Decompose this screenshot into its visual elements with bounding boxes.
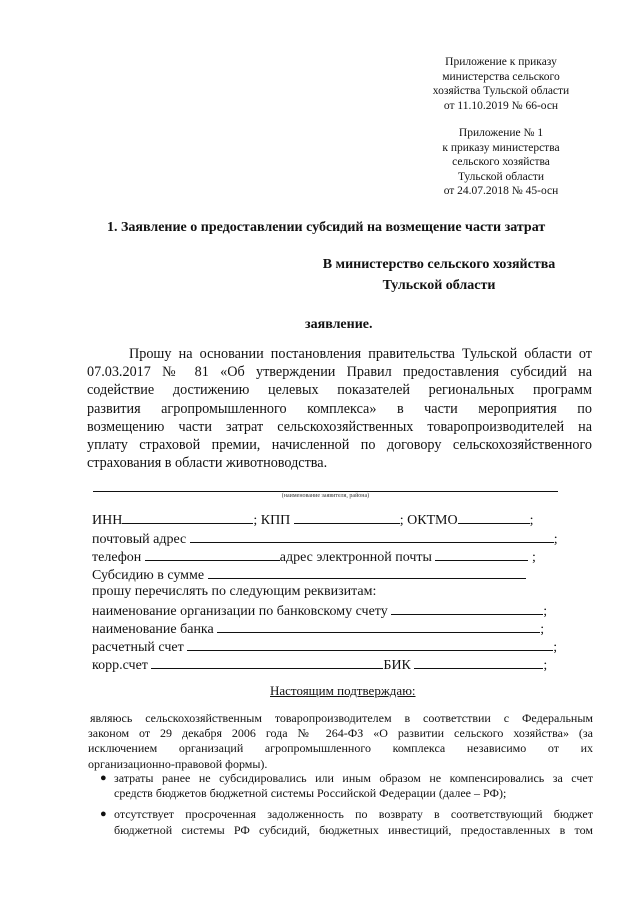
approval-line: от 11.10.2019 № 66-осн	[443, 99, 559, 112]
row-end: ;	[529, 513, 534, 528]
approval-line: сельского хозяйства	[452, 156, 550, 168]
row-end: ;	[553, 532, 558, 547]
inn-label: ИНН	[92, 513, 123, 528]
approval-line: от 24.07.2018 № 45-осн	[443, 185, 559, 197]
request-paragraph	[87, 345, 592, 472]
postal-address-field[interactable]	[190, 530, 554, 543]
approval-block-1	[416, 55, 586, 113]
approval-line: хозяйства Тульской области	[432, 85, 570, 97]
approval-block-2	[416, 126, 586, 199]
addressee-line: В министерство сельского хозяйства	[322, 257, 556, 272]
bik-field[interactable]	[414, 656, 543, 669]
confirm-line: исключением организаций агропромышленного комплекса независимо от их	[88, 741, 593, 756]
confirm-line: являюсь сельскохозяйственным товаропроизводителем в соответствии с Федеральным	[90, 711, 593, 725]
approval-line: Приложение к приказу	[445, 56, 557, 68]
list-item	[88, 771, 593, 801]
paragraph-line: возмещению части затрат сельскохозяйственных товаропроизводителей на	[87, 418, 592, 435]
org-name-field[interactable]	[391, 602, 543, 615]
oktmo-label: ; ОКТМО	[399, 513, 458, 528]
section-title: 1. Заявление о предоставлении субсидий на возмещение части затрат	[107, 220, 546, 235]
bullet-icon: ●	[100, 772, 107, 784]
email-field[interactable]	[435, 548, 528, 561]
form-row-corr-account	[92, 656, 547, 674]
approval-line: Тульской области	[457, 170, 544, 183]
oktmo-field[interactable]	[458, 511, 530, 524]
bullet-line: средств бюджетов бюджетной системы Российской Федерации (далее – РФ);	[114, 786, 507, 801]
form-row-bank-name	[92, 620, 544, 638]
postal-address-label: почтовый адрес	[92, 532, 187, 547]
applicant-caption: (наименование заявителя, района)	[281, 493, 370, 499]
confirm-line: организационно-правовой формы).	[88, 756, 268, 771]
paragraph-line: содействие достижению целевых показателей региональных программ	[87, 382, 592, 399]
row-end: ;	[553, 640, 558, 655]
account-field[interactable]	[187, 638, 553, 651]
subsidy-amount-label: Субсидию в сумме	[92, 568, 205, 583]
bullet-icon: ●	[100, 808, 107, 821]
org-name-label: наименование организации по банковскому счету	[92, 604, 388, 619]
row-end: ;	[540, 622, 545, 637]
subsidy-amount-field[interactable]	[208, 566, 526, 579]
form-row-transfer	[92, 584, 376, 600]
inn-field[interactable]	[122, 511, 253, 524]
form-row-subsidy	[92, 566, 526, 584]
row-end: ;	[531, 550, 536, 565]
form-row-inn	[92, 511, 533, 529]
bank-name-label: наименование банка	[92, 622, 214, 637]
confirm-bullets	[88, 771, 593, 844]
list-item	[88, 807, 593, 837]
row-end: ;	[543, 604, 548, 619]
paragraph-line: развития агропромышленного комплекса» в части мероприятия по	[87, 400, 592, 417]
paragraph-line: уплату страховой премии, начисленной по договору сельскохозяйственного	[87, 437, 592, 454]
transfer-request-text: прошу перечислять по следующим реквизитам:	[92, 584, 377, 599]
approval-line: к приказу министерства	[442, 141, 560, 154]
bank-name-field[interactable]	[217, 620, 540, 633]
confirm-line: законом от 29 декабря 2006 года № 264-ФЗ «О развитии сельского хозяйства» (за	[88, 726, 593, 741]
email-label: адрес электронной почты	[279, 550, 432, 565]
bullet-line: затраты ранее не субсидировались или иным образом не компенсировались за счет	[114, 771, 593, 785]
bullet-line: бюджетной системы РФ субсидий, бюджетных инвестиций, предоставленных в том	[114, 822, 593, 837]
approval-line: министерства сельского	[442, 70, 560, 83]
account-label: расчетный счет	[92, 640, 184, 655]
corr-account-label: корр.счет	[92, 658, 148, 673]
paragraph-line: Прошу на основании постановления правительства Тульской области от	[129, 346, 592, 362]
paragraph-line: страхования в области животноводства.	[87, 455, 328, 472]
confirm-heading: Настоящим подтверждаю:	[270, 683, 416, 698]
applicant-name-field[interactable]	[93, 491, 558, 492]
addressee	[300, 254, 578, 296]
form-row-phone	[92, 548, 536, 566]
approval-line: Приложение № 1	[458, 127, 544, 139]
confirm-paragraph	[88, 711, 593, 772]
bik-label: БИК	[383, 658, 411, 673]
phone-field[interactable]	[145, 548, 280, 561]
document-title: заявление.	[305, 317, 373, 332]
form-row-org-name	[92, 602, 547, 620]
kpp-field[interactable]	[294, 511, 400, 524]
paragraph-line: 07.03.2017 № 81 «Об утверждении Правил предоставления субсидий на	[87, 364, 592, 381]
form-row-account	[92, 638, 557, 656]
kpp-label: ; КПП	[253, 513, 291, 528]
corr-account-field[interactable]	[151, 656, 383, 669]
row-end: ;	[543, 658, 548, 673]
form-row-postal	[92, 530, 558, 548]
bullet-line: отсутствует просроченная задолженность по возврату в соответствующий бюджет	[114, 807, 593, 822]
phone-label: телефон	[92, 550, 142, 565]
addressee-line: Тульской области	[382, 278, 496, 293]
